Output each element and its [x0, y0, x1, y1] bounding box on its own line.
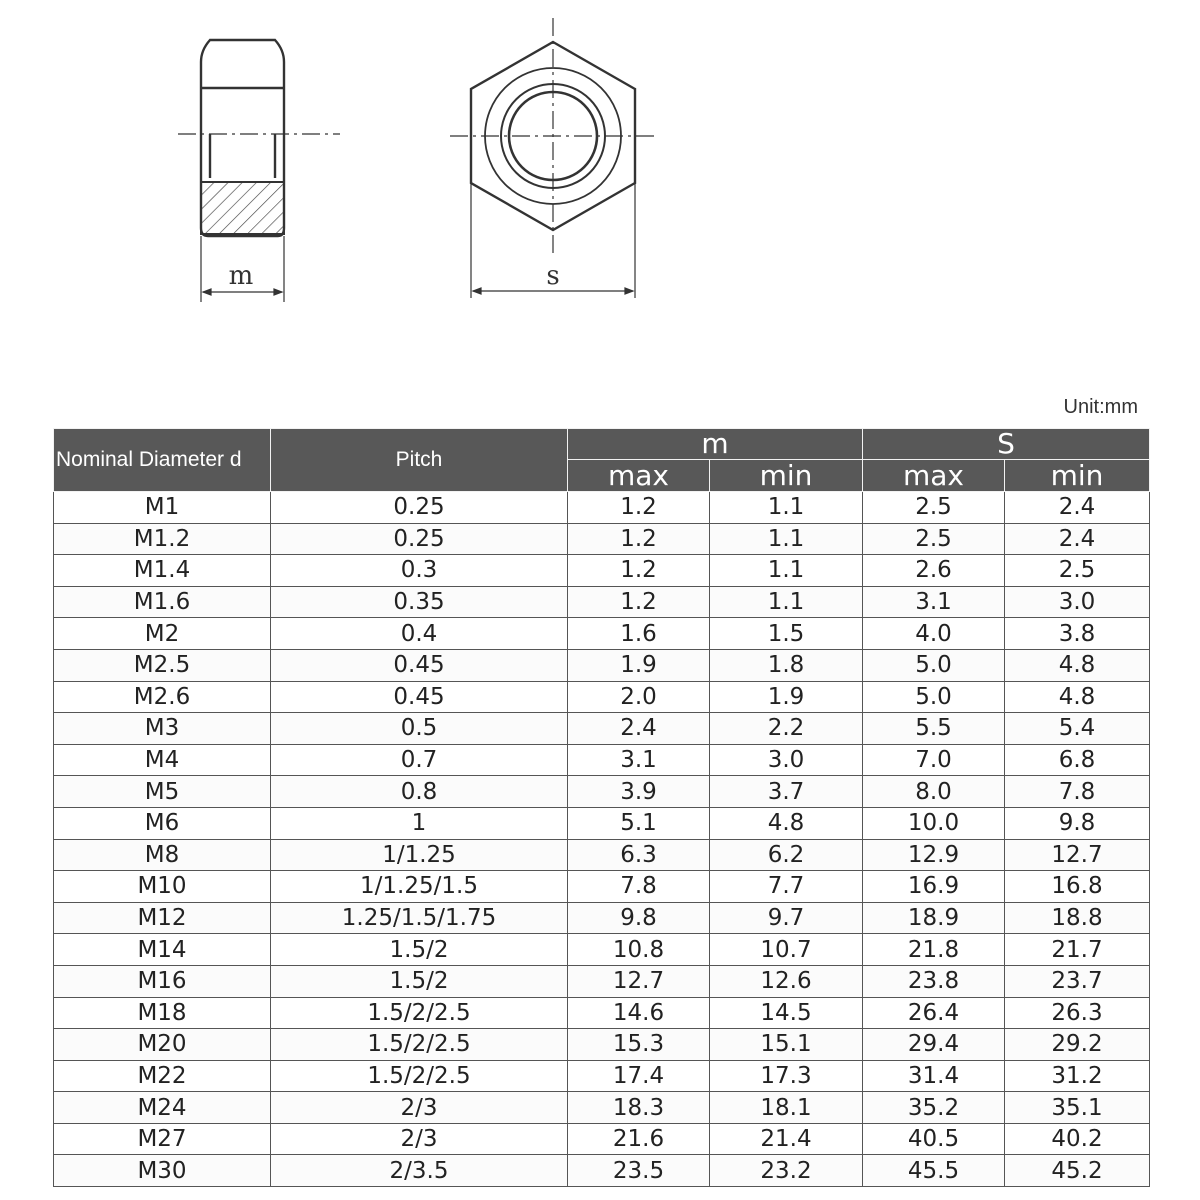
header-m-group: m	[568, 429, 863, 460]
cell-nominal: M18	[54, 997, 271, 1029]
cell-s-min: 45.2	[1005, 1155, 1150, 1187]
cell-m-max: 9.8	[568, 902, 710, 934]
cell-pitch: 0.7	[271, 744, 568, 776]
table-row	[54, 776, 1150, 808]
table-row	[54, 1155, 1150, 1187]
cell-pitch: 1.5/2	[271, 934, 568, 966]
cell-pitch: 0.3	[271, 555, 568, 587]
table-row	[54, 649, 1150, 681]
cell-m-max: 2.4	[568, 713, 710, 745]
cell-s-max: 12.9	[863, 839, 1005, 871]
cell-s-max: 2.5	[863, 523, 1005, 555]
cell-m-min: 6.2	[710, 839, 863, 871]
cell-m-max: 15.3	[568, 1029, 710, 1061]
cell-m-min: 1.1	[710, 492, 863, 524]
cell-m-min: 1.1	[710, 555, 863, 587]
table-row	[54, 555, 1150, 587]
cell-s-max: 18.9	[863, 902, 1005, 934]
cell-s-min: 7.8	[1005, 776, 1150, 808]
cell-m-max: 1.2	[568, 492, 710, 524]
cell-m-max: 1.9	[568, 649, 710, 681]
table-row	[54, 934, 1150, 966]
cell-pitch: 1	[271, 807, 568, 839]
cell-m-min: 21.4	[710, 1123, 863, 1155]
cell-m-min: 1.9	[710, 681, 863, 713]
cell-s-min: 4.8	[1005, 649, 1150, 681]
cell-s-min: 4.8	[1005, 681, 1150, 713]
cell-s-min: 26.3	[1005, 997, 1150, 1029]
cell-m-max: 5.1	[568, 807, 710, 839]
cell-s-min: 6.8	[1005, 744, 1150, 776]
table-row	[54, 997, 1150, 1029]
table-row	[54, 492, 1150, 524]
cell-s-max: 23.8	[863, 965, 1005, 997]
cell-pitch: 0.25	[271, 523, 568, 555]
cell-pitch: 1.5/2	[271, 965, 568, 997]
cell-nominal: M1	[54, 492, 271, 524]
cell-s-min: 12.7	[1005, 839, 1150, 871]
cell-s-min: 2.4	[1005, 523, 1150, 555]
table-row	[54, 902, 1150, 934]
table-row	[54, 681, 1150, 713]
cell-m-min: 1.1	[710, 523, 863, 555]
cell-s-min: 5.4	[1005, 713, 1150, 745]
cell-nominal: M27	[54, 1123, 271, 1155]
cell-nominal: M22	[54, 1060, 271, 1092]
cell-pitch: 1/1.25	[271, 839, 568, 871]
table-row	[54, 1092, 1150, 1124]
table-row	[54, 807, 1150, 839]
cell-nominal: M2.5	[54, 649, 271, 681]
cell-m-min: 3.7	[710, 776, 863, 808]
cell-m-max: 3.1	[568, 744, 710, 776]
cell-pitch: 0.45	[271, 649, 568, 681]
table-row	[54, 523, 1150, 555]
cell-nominal: M12	[54, 902, 271, 934]
cell-nominal: M5	[54, 776, 271, 808]
cell-m-min: 1.8	[710, 649, 863, 681]
nut-side-view	[201, 40, 284, 236]
cell-nominal: M1.4	[54, 555, 271, 587]
cell-s-max: 7.0	[863, 744, 1005, 776]
cell-m-max: 12.7	[568, 965, 710, 997]
cell-s-min: 2.4	[1005, 492, 1150, 524]
dimension-label-s: s	[546, 261, 560, 291]
cell-s-max: 10.0	[863, 807, 1005, 839]
cell-s-min: 3.8	[1005, 618, 1150, 650]
cell-pitch: 0.5	[271, 713, 568, 745]
cell-nominal: M4	[54, 744, 271, 776]
cell-m-max: 1.2	[568, 555, 710, 587]
cell-m-min: 4.8	[710, 807, 863, 839]
cell-pitch: 0.45	[271, 681, 568, 713]
cell-pitch: 0.4	[271, 618, 568, 650]
hex-nut-technical-drawing	[0, 0, 1200, 360]
header-s-group: S	[863, 429, 1150, 460]
header-s-max: max	[863, 460, 1005, 492]
header-s-min: min	[1005, 460, 1150, 492]
cell-nominal: M20	[54, 1029, 271, 1061]
cell-m-min: 14.5	[710, 997, 863, 1029]
cell-m-max: 1.2	[568, 523, 710, 555]
table-row	[54, 586, 1150, 618]
header-m-min: min	[710, 460, 863, 492]
table-row	[54, 744, 1150, 776]
cell-m-min: 10.7	[710, 934, 863, 966]
cell-s-min: 18.8	[1005, 902, 1150, 934]
cell-m-min: 23.2	[710, 1155, 863, 1187]
cell-m-min: 7.7	[710, 871, 863, 903]
cell-pitch: 2/3	[271, 1092, 568, 1124]
dimension-label-m: m	[228, 261, 254, 291]
cell-s-max: 21.8	[863, 934, 1005, 966]
cell-pitch: 1.25/1.5/1.75	[271, 902, 568, 934]
cell-s-min: 9.8	[1005, 807, 1150, 839]
cell-nominal: M2.6	[54, 681, 271, 713]
top-view-centerlines	[450, 18, 657, 256]
cell-s-max: 29.4	[863, 1029, 1005, 1061]
header-pitch: Pitch	[271, 429, 568, 492]
table-row	[54, 1123, 1150, 1155]
cell-nominal: M30	[54, 1155, 271, 1187]
cell-s-max: 26.4	[863, 997, 1005, 1029]
cell-pitch: 1.5/2/2.5	[271, 1060, 568, 1092]
cell-pitch: 0.25	[271, 492, 568, 524]
cell-m-max: 14.6	[568, 997, 710, 1029]
table-row	[54, 871, 1150, 903]
cell-m-max: 6.3	[568, 839, 710, 871]
cell-s-min: 29.2	[1005, 1029, 1150, 1061]
cell-s-max: 40.5	[863, 1123, 1005, 1155]
cell-s-max: 5.5	[863, 713, 1005, 745]
cell-pitch: 2/3	[271, 1123, 568, 1155]
cell-s-max: 8.0	[863, 776, 1005, 808]
cell-m-min: 9.7	[710, 902, 863, 934]
cell-nominal: M24	[54, 1092, 271, 1124]
header-m-max: max	[568, 460, 710, 492]
cell-m-min: 3.0	[710, 744, 863, 776]
cell-s-max: 35.2	[863, 1092, 1005, 1124]
cell-m-max: 1.2	[568, 586, 710, 618]
cell-s-min: 40.2	[1005, 1123, 1150, 1155]
header-nominal-diameter: Nominal Diameter d	[54, 429, 271, 492]
cell-nominal: M6	[54, 807, 271, 839]
cell-m-min: 15.1	[710, 1029, 863, 1061]
cell-nominal: M1.2	[54, 523, 271, 555]
cell-s-min: 16.8	[1005, 871, 1150, 903]
cell-m-min: 17.3	[710, 1060, 863, 1092]
cell-s-min: 35.1	[1005, 1092, 1150, 1124]
cell-s-min: 21.7	[1005, 934, 1150, 966]
cell-s-min: 23.7	[1005, 965, 1150, 997]
table-row	[54, 965, 1150, 997]
cell-s-max: 3.1	[863, 586, 1005, 618]
cell-pitch: 1/1.25/1.5	[271, 871, 568, 903]
table-row	[54, 839, 1150, 871]
cell-m-max: 1.6	[568, 618, 710, 650]
cell-m-max: 17.4	[568, 1060, 710, 1092]
unit-note: Unit:mm	[1063, 396, 1138, 418]
cell-m-min: 12.6	[710, 965, 863, 997]
cell-m-min: 18.1	[710, 1092, 863, 1124]
cell-m-min: 1.5	[710, 618, 863, 650]
cell-m-max: 18.3	[568, 1092, 710, 1124]
cell-m-max: 23.5	[568, 1155, 710, 1187]
cell-m-max: 7.8	[568, 871, 710, 903]
cell-m-max: 2.0	[568, 681, 710, 713]
cell-nominal: M1.6	[54, 586, 271, 618]
cell-s-max: 45.5	[863, 1155, 1005, 1187]
cell-s-max: 16.9	[863, 871, 1005, 903]
cell-m-max: 3.9	[568, 776, 710, 808]
table-header-row	[54, 429, 1150, 460]
cell-s-max: 4.0	[863, 618, 1005, 650]
cell-pitch: 0.35	[271, 586, 568, 618]
table-row	[54, 1060, 1150, 1092]
cell-m-max: 21.6	[568, 1123, 710, 1155]
cell-nominal: M14	[54, 934, 271, 966]
hex-nut-dimension-table	[53, 428, 1150, 1187]
cell-nominal: M10	[54, 871, 271, 903]
cell-s-max: 2.6	[863, 555, 1005, 587]
table-row	[54, 618, 1150, 650]
cell-nominal: M8	[54, 839, 271, 871]
cell-pitch: 1.5/2/2.5	[271, 997, 568, 1029]
cell-s-min: 3.0	[1005, 586, 1150, 618]
cell-m-min: 1.1	[710, 586, 863, 618]
cell-m-max: 10.8	[568, 934, 710, 966]
cell-nominal: M16	[54, 965, 271, 997]
cell-s-min: 2.5	[1005, 555, 1150, 587]
table-row	[54, 713, 1150, 745]
cell-s-min: 31.2	[1005, 1060, 1150, 1092]
cell-m-min: 2.2	[710, 713, 863, 745]
cell-s-max: 31.4	[863, 1060, 1005, 1092]
cell-pitch: 2/3.5	[271, 1155, 568, 1187]
cell-nominal: M3	[54, 713, 271, 745]
cell-pitch: 0.8	[271, 776, 568, 808]
cell-nominal: M2	[54, 618, 271, 650]
cell-s-max: 2.5	[863, 492, 1005, 524]
table-row	[54, 1029, 1150, 1061]
cell-s-max: 5.0	[863, 681, 1005, 713]
cell-pitch: 1.5/2/2.5	[271, 1029, 568, 1061]
cell-s-max: 5.0	[863, 649, 1005, 681]
